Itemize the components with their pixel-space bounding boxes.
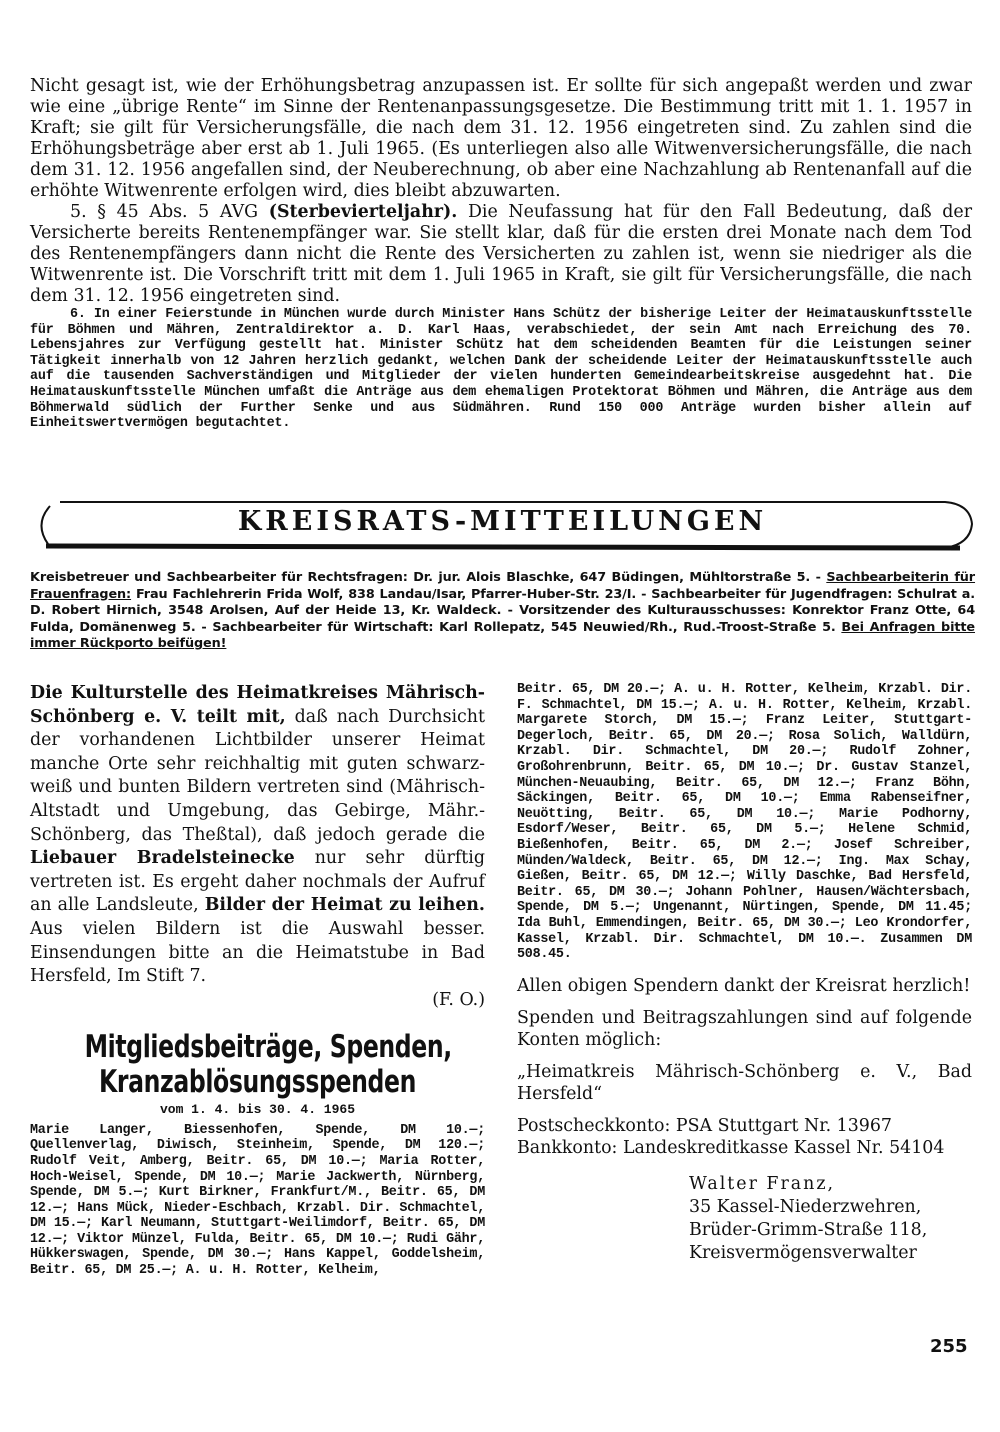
notice-text: nur sehr dürftig vertreten ist. Es ergeht daher nochmals der Aufruf an alle Landsleute,: [30, 848, 485, 916]
paragraph-text: verabschiedet, der sein Amt nach Erreichung des 70. Lebensjahres zur Verfügung gestellt hat. Minister Schütz hat dem scheidenden Beamten für die Leistungen seiner Tätigkeit innerhalb von 12 Jahren herzlich gedankt, welchen Dank der scheidende Leiter der Heimatauskunftsstelle auch auf die tausenden Sachverständigen und Mitglieder der vielen hunderten Gemeindearbeitskreise ausgedehnt hat. Die Heimatauskunftsstelle München umfaßt die Anträge aus dem ehemaligen Protektorat Böhmen und Mähren, die Anträge aus dem Böhmerwald südlich der Further Senke und aus Südmähren. Rund 150 000 Anträge wurden bisher allein auf Einheitswertvermögen begutachtet.: [30, 322, 973, 432]
return-postage-notice: Bei Anfragen bitte immer Rückporto beifügen!: [30, 619, 975, 651]
signer-name: Walter Franz,: [689, 1173, 836, 1194]
culture-office-notice: [30, 682, 485, 989]
left-column: [30, 682, 485, 1279]
official-role: Vorsitzender des Kulturausschusses:: [519, 603, 786, 618]
signer-address-line1: 35 Kassel-Niederzwehren,: [689, 1196, 922, 1217]
council-officials-list: [30, 570, 975, 653]
notice-appeal-bold: Bilder der Heimat zu leihen.: [204, 895, 485, 916]
paragraph-prefix: 5. § 45 Abs. 5 AVG: [70, 202, 269, 222]
notice-signoff: (F. O.): [432, 989, 485, 1010]
section-banner: [30, 496, 975, 552]
postscheck-account: Postscheckkonto: PSA Stuttgart Nr. 13967: [517, 1115, 892, 1136]
signature-block: [689, 1173, 972, 1265]
account-holder: „Heimatkreis Mährisch-Schönberg e. V., Bad Hersfeld“: [517, 1061, 972, 1104]
official-role: Sachbearbeiter für Wirtschaft:: [212, 619, 434, 635]
person-name-bold: Zentraldirektor a. D. Karl Haas,: [235, 322, 513, 338]
paragraph-farewell-ceremony: [30, 307, 972, 432]
notice-intro-bold: Die Kulturstelle des Heimatkreises Mährisch-Schönberg e. V. teilt mit,: [30, 683, 485, 727]
notice-text: daß nach Durchsicht der vorhandenen Lichtbilder unserer Heimat manche Orte sehr reichhaltig mit guten schwarz-weiß und bunten Bildern vertreten sind (Mährisch-Altstadt und Umgebung, das Gebirge, Mähr.-Schönberg, das Theßtal), daß jedoch gerade die: [30, 706, 485, 845]
official-contact: Karl Rollepatz, 545 Neuwied/Rh., Rud.-Troost-Straße 5.: [433, 619, 842, 635]
bank-account: Bankkonto: Landeskreditkasse Kassel Nr. 54104: [517, 1137, 945, 1158]
paragraph-widow-pension: Nicht gesagt ist, wie der Erhöhungsbetrag anzupassen ist. Er sollte für sich angepaßt werden und zwar wie eine „übrige Rente“ im Sinne der Rentenanpassungsgesetze. Die Bestimmung tritt mit 1. 1. 1957 in Kraft; sie gilt für Versicherungsfälle, die nach dem 31. 12. 1956 eingetreten sind. Zu zahlen sind die Erhöhungsbeträge aber erst ab 1. Juli 1965. (Es unterliegen also alle Witwenversicherungsfälle, die nach dem 31. 12. 1956 angefallen sind, der Neuberechnung, ob aber eine Nachzahlung ab Rentenanfall auf die erhöhte Witwenrente erfolgen wird, dies bleibt abzuwarten.: [30, 76, 972, 201]
notice-text: Aus vielen Bildern ist die Auswahl besser. Einsendungen bitte an die Heimatstube in Bad Hersfeld, Im Stift 7.: [30, 918, 485, 987]
donations-title-line1: Mitgliedsbeiträge, Spenden,: [84, 1028, 452, 1065]
donor-list-left: Marie Langer, Biessenhofen, Spende, DM 10.—; Quellenverlag, Diwisch, Steinheim, Spende, DM 120.—; Rudolf Veit, Amberg, Beitr. 65, DM 10.—; Maria Rotter, Hoch-Weisel, Spende, DM 10.—; Marie Jackwerth, Nürnberg, Spende, DM 5.—; Kurt Birkner, Frankfurt/M., Beitr. 65, DM 12.—; Hans Mück, Nieder-Eschbach, Krzabl. Dir. Schmachtel, DM 15.—; Karl Neumann, Stuttgart-Weilimdorf, Beitr. 65, DM 12.—; Viktor Münzel, Fulda, Beitr. 65, DM 10.—; Rudi Gähr, Hükkerswagen, Spende, DM 30.—; Hans Kappel, Goddelsheim, Beitr. 65, DM 25.—; A. u. H. Rotter, Kelheim,: [30, 1122, 485, 1279]
donor-list-right: [517, 682, 972, 963]
official-role: Sachbearbeiter für Jugendfragen:: [651, 586, 893, 602]
paragraph-text: 6. In einer Feierstunde in München wurde durch Minister Hans Schütz der bisherige Leiter der Heimatauskunftsstelle für Böhmen und Mähren,: [30, 307, 972, 338]
paragraph-heading-bold: (Sterbevierteljahr).: [268, 202, 458, 222]
official-contact: Frau Fachlehrerin Frida Wolf, 838 Landau/Isar, Pfarrer-Huber-Str. 23/I. -: [131, 586, 652, 602]
official-contact: Dr. jur. Alois Blaschke, 647 Büdingen, Mühltorstraße 5. -: [407, 570, 827, 585]
accounts-intro: Spenden und Beitragszahlungen sind auf folgende Konten möglich:: [517, 1007, 972, 1050]
paragraph-death-quarter: [30, 202, 972, 307]
donations-total: Zusammen DM 508.45.: [517, 931, 972, 963]
official-contact: Schulrat a. D. Robert Hirnich, 3548 Arolsen, Auf der Heide 13, Kr. Waldeck. -: [30, 586, 975, 618]
donations-period: vom 1. 4. bis 30. 4. 1965: [159, 1101, 356, 1117]
pension-law-article: [30, 76, 972, 432]
official-contact: Konrektor Franz Otte, 64 Fulda, Domänenweg 5. -: [30, 603, 975, 635]
signer-address-line2: Brüder-Grimm-Straße 118,: [689, 1219, 928, 1240]
donations-title-line2: Kranzablösungsspenden: [98, 1063, 417, 1100]
page-number: 255: [930, 1336, 968, 1357]
official-role: Kreisbetreuer und Sachbearbeiter für Rechtsfragen:: [30, 570, 408, 585]
thanks-text: Allen obigen Spendern dankt der Kreisrat herzlich!: [517, 975, 971, 996]
right-column: [517, 682, 972, 1265]
donor-list-text: Beitr. 65, DM 20.—; A. u. H. Rotter, Kelheim, Krzabl. Dir. F. Schmachtel, DM 15.—; A. u. H. Rotter, Kelheim, Krzabl. Margarete Storch, DM 15.—; Franz Leiter, Stuttgart-Degerloch, Beitr. 65, DM 20.—; Rosa Solich, Walldürn, Krzabl. Dir. Schmachtel, DM 20.—; Rudolf Zohner, Großohrenbrunn, Beitr. 65, DM 10.—; Dr. Gustav Stanzel, München-Neuaubing, Beitr. 65, DM 12.—; Franz Böhn, Säckingen, Beitr. 65, DM 10.—; Emma Rabenseifner, Neuötting, Beitr. 65, DM 10.—; Marie Podhorny, Esdorf/Weser, Beitr. 65, DM 5.—; Helene Schmid, Bießenhofen, Beitr. 65, DM 2.—; Josef Schreiber, Münden/Waldeck, Beitr. 65, DM 12.—; Ing. Max Schay, Gießen, Beitr. 65, DM 12.—; Willy Daschke, Bad Hersfeld, Beitr. 65, DM 30.—; Johann Pohlner, Hausen/Wächtersbach, Spende, DM 5.—; Ungenannt, Nürtingen, Spende, DM 11.45; Ida Buhl, Emmendingen, Beitr. 65, DM 30.—; Leo Krondorfer, Kassel, Krzabl. Dir. Schmachtel, DM 10.—.: [517, 682, 972, 947]
paragraph-text: Die Neufassung hat für den Fall Bedeutung, daß der Versicherte bereits Rentenempfänger war. Sie stellt klar, daß für die ersten drei Monate nach dem Tod des Rentenempfängers dann nicht die Rente des Versicherten zu zahlen ist, wenn sie niedriger als die Witwenrente ist. Die Vorschrift tritt mit dem 1. Juli 1965 in Kraft, sie gilt für Versicherungsfälle, die nach dem 31. 12. 1956 eingetreten sind.: [30, 202, 973, 306]
signer-role: Kreisvermögensverwalter: [689, 1242, 917, 1263]
official-role: Sachbearbeiterin für Frauenfragen:: [30, 570, 976, 602]
banner-title: KREISRATS-MITTEILUNGEN: [237, 506, 768, 537]
notice-place-bold: Liebauer Bradelsteinecke: [30, 848, 295, 869]
